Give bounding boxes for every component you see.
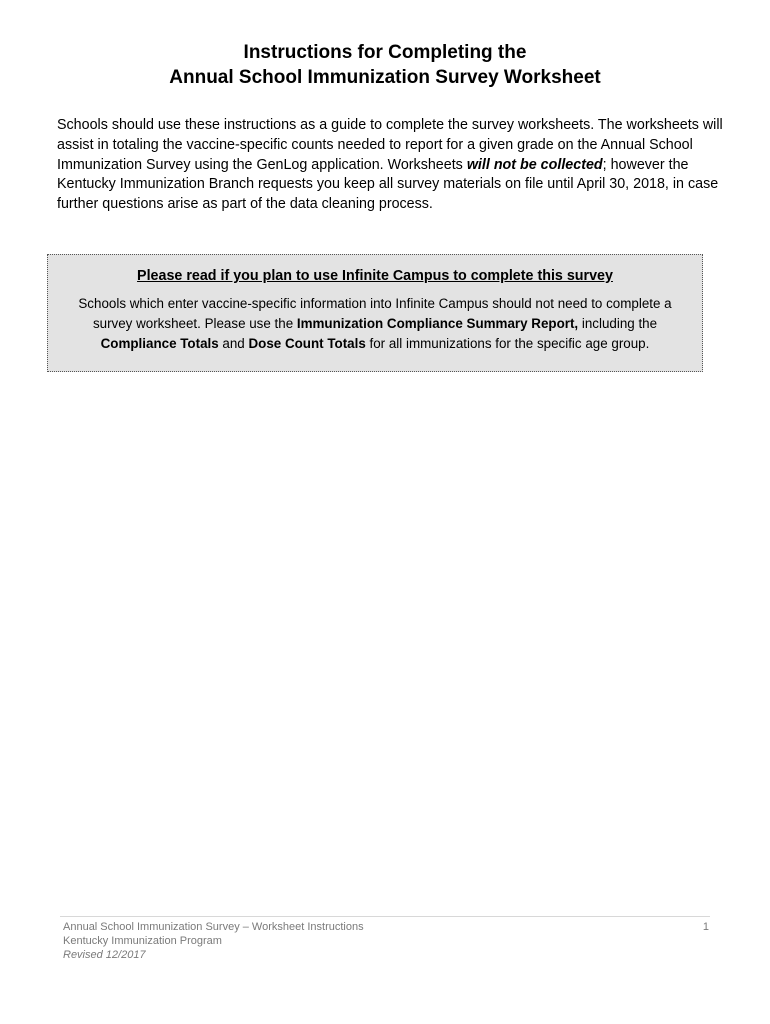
intro-text-2: ; however the Kentucky Immunization Branch requests you keep all survey materials on file until April 30, 2018, in case further questions arise as part of the data cleaning process.	[57, 156, 719, 213]
notice-heading: Please read if you plan to use Infinite Campus to complete this survey	[137, 268, 613, 284]
footer-divider	[60, 916, 710, 917]
page-title	[0, 40, 770, 90]
notice-bold-dose-count: Dose Count Totals	[248, 336, 366, 351]
notice-bold-report: Immunization Compliance Summary Report,	[296, 316, 579, 331]
notice-body	[60, 294, 690, 354]
title-line-1: Instructions for Completing the	[243, 42, 527, 63]
footer-revised: Revised 12/2017	[63, 949, 146, 961]
infinite-campus-notice-box	[47, 254, 703, 372]
notice-text-3: and	[218, 336, 249, 351]
footer-document-title: Annual School Immunization Survey – Worksheet Instructions	[63, 921, 364, 933]
notice-text-1: Schools which enter vaccine-specific information into Infinite Campus should not need to complete a survey worksheet. Please use the	[78, 296, 672, 331]
notice-text-4: for all immunizations for the specific age group.	[365, 336, 650, 351]
intro-emphasis: will not be collected	[466, 156, 603, 173]
intro-paragraph	[57, 116, 727, 215]
title-line-2: Annual School Immunization Survey Worksheet	[169, 67, 601, 88]
intro-text-1: Schools should use these instructions as a guide to complete the survey worksheets. The worksheets will assist in totaling the vaccine-specific counts needed to report for a given grade on the Annual School Immunization Survey using the GenLog application. Worksheets	[57, 117, 723, 173]
page-footer	[63, 920, 709, 962]
notice-text-2: including the	[578, 316, 658, 331]
footer-page-number: 1	[702, 921, 709, 933]
notice-bold-compliance: Compliance Totals	[100, 336, 219, 351]
footer-program: Kentucky Immunization Program	[63, 935, 222, 947]
